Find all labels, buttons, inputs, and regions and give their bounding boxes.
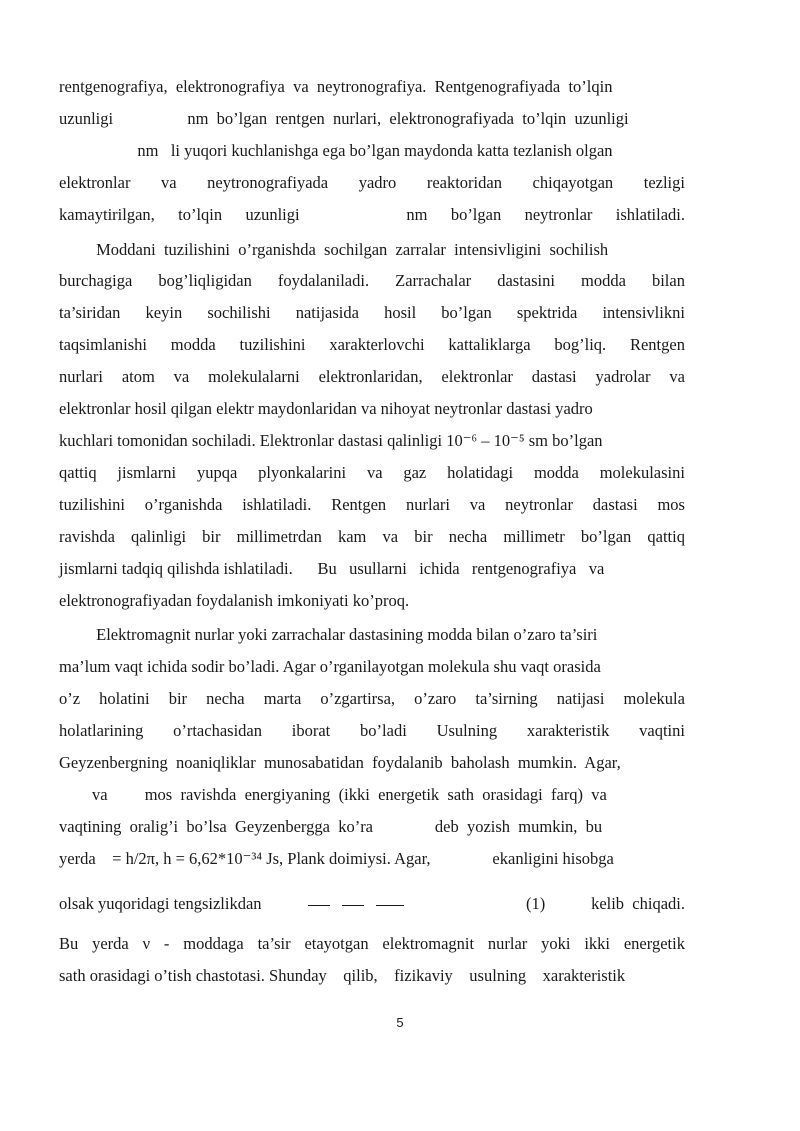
word: ishlatiladi. bbox=[615, 205, 685, 224]
word: bilan bbox=[651, 271, 685, 290]
word: natijasi bbox=[556, 689, 605, 708]
text-line: Geyzenbergning noaniqliklar munosabatidan foydalanib baholash mumkin. Agar, bbox=[59, 753, 621, 772]
word: ikki bbox=[584, 934, 611, 953]
word: Zarrachalar bbox=[395, 271, 472, 290]
word: taqsimlanishi bbox=[59, 335, 147, 354]
text-span: kelib chiqadi. bbox=[591, 894, 685, 913]
word: xarakterlovchi bbox=[329, 335, 425, 354]
text-line bbox=[59, 173, 685, 193]
text-line bbox=[59, 303, 685, 323]
word: elektronlar bbox=[59, 173, 131, 192]
text-line bbox=[59, 367, 685, 387]
text-line bbox=[59, 721, 685, 741]
word: nurlari bbox=[405, 495, 450, 514]
word: necha bbox=[206, 689, 245, 708]
page-number: 5 bbox=[396, 1015, 404, 1030]
text-line: sath orasidagi o’tish chastotasi. Shunday qilib, fizikaviy usulning xarakteristik bbox=[59, 966, 626, 985]
word: ta’siridan bbox=[59, 303, 121, 322]
word: kam bbox=[337, 527, 367, 546]
word: va bbox=[382, 527, 399, 546]
word: neytronlar bbox=[524, 205, 593, 224]
word: holatlarining bbox=[59, 721, 144, 740]
word: mos bbox=[657, 495, 685, 514]
word: modda bbox=[581, 271, 626, 290]
text-line bbox=[59, 894, 685, 914]
word: energetik bbox=[623, 934, 685, 953]
text-line bbox=[59, 495, 685, 515]
word: qattiq bbox=[647, 527, 685, 546]
word: uzunligi bbox=[245, 205, 300, 224]
word: elektronlar bbox=[441, 367, 513, 386]
word: etayotgan bbox=[304, 934, 369, 953]
word: va bbox=[366, 463, 383, 482]
word: millimetrdan bbox=[236, 527, 322, 546]
word: burchagiga bbox=[59, 271, 133, 290]
text-line: yerda = h/2π, h = 6,62*10⁻³⁴ Js, Plank doimiysi. Agar, ekanligini hisobga bbox=[59, 849, 614, 868]
word: natijasida bbox=[295, 303, 359, 322]
word: jismlarni bbox=[117, 463, 177, 482]
word bbox=[323, 205, 383, 225]
word: va bbox=[669, 367, 685, 386]
word: yerda bbox=[92, 934, 129, 953]
word: foydalaniladi. bbox=[277, 271, 370, 290]
word: Rentgen bbox=[629, 335, 685, 354]
word: holatidagi bbox=[447, 463, 514, 482]
word: tezligi bbox=[643, 173, 685, 192]
word: iborat bbox=[291, 721, 331, 740]
text-line: jismlarni tadqiq qilishda ishlatiladi. Bu usullarni ichida rentgenografiya va bbox=[59, 559, 605, 578]
text-line: Elektromagnit nurlar yoki zarrachalar dastasining modda bilan o’zaro ta’siri bbox=[59, 625, 598, 644]
word: va bbox=[469, 495, 486, 514]
word: nm bbox=[406, 205, 428, 224]
word: bo’lgan bbox=[441, 303, 492, 322]
word: marta bbox=[263, 689, 302, 708]
text-line: vaqtining oralig’i bo’lsa Geyzenbergga ko’ra deb yozish mumkin, bu bbox=[59, 817, 603, 836]
word: yadro bbox=[358, 173, 397, 192]
text-line bbox=[59, 335, 685, 355]
text-line: kuchlari tomonidan sochiladi. Elektronlar dastasi qalinligi 10⁻⁶ – 10⁻⁵ sm bo’lgan bbox=[59, 431, 603, 450]
word: va bbox=[161, 173, 177, 192]
text-line: elektronlar hosil qilgan elektr maydonlaridan va nihoyat neytronlar dastasi yadro bbox=[59, 399, 593, 418]
word: yupqa bbox=[196, 463, 238, 482]
text-line bbox=[59, 463, 685, 483]
text-line bbox=[59, 271, 685, 291]
word: atom bbox=[121, 367, 155, 386]
word: modda bbox=[170, 335, 216, 354]
word: neytronlar bbox=[505, 495, 573, 514]
word: chiqayotgan bbox=[532, 173, 614, 192]
word: ishlatiladi. bbox=[242, 495, 312, 514]
word: qattiq bbox=[59, 463, 97, 482]
word: molekulasini bbox=[599, 463, 685, 482]
word: o’z bbox=[59, 689, 81, 708]
word: bo’lgan bbox=[450, 205, 502, 224]
word: o’zgartirsa, bbox=[320, 689, 396, 708]
formula-placeholder bbox=[302, 894, 410, 913]
text-line bbox=[59, 527, 685, 547]
word: neytronografiyada bbox=[207, 173, 329, 192]
word: ta’sirning bbox=[475, 689, 538, 708]
word: bir bbox=[202, 527, 221, 546]
word: bog’liq. bbox=[554, 335, 607, 354]
equation-number: (1) bbox=[526, 894, 546, 913]
text-line bbox=[59, 934, 685, 954]
text-line: ma’lum vaqt ichida sodir bo’ladi. Agar o’rganilayotgan molekula shu vaqt orasida bbox=[59, 657, 601, 676]
word: millimetr bbox=[503, 527, 565, 546]
word: va bbox=[173, 367, 190, 386]
word: moddaga bbox=[183, 934, 244, 953]
word: dastasi bbox=[531, 367, 577, 386]
word: dastasini bbox=[497, 271, 555, 290]
text-line: elektronografiyadan foydalanish imkoniyati ko’proq. bbox=[59, 591, 410, 610]
word: tuzilishini bbox=[59, 495, 125, 514]
word: o’rganishda bbox=[144, 495, 223, 514]
word: xarakteristik bbox=[526, 721, 610, 740]
word: bir bbox=[168, 689, 188, 708]
text-line: nm li yuqori kuchlanishga ega bo’lgan maydonda katta tezlanish olgan bbox=[59, 141, 613, 160]
word: Usulning bbox=[436, 721, 498, 740]
word: modda bbox=[533, 463, 579, 482]
text-line: rentgenografiya, elektronografiya va neytronografiya. Rentgenografiyada to’lqin bbox=[59, 77, 613, 96]
word: spektrida bbox=[516, 303, 578, 322]
text-line: va mos ravishda energiyaning (ikki energetik sath orasidagi farq) va bbox=[59, 785, 607, 804]
word: gaz bbox=[403, 463, 427, 482]
word: o’zaro bbox=[414, 689, 457, 708]
word: tuzilishini bbox=[239, 335, 306, 354]
word: keyin bbox=[145, 303, 183, 322]
word: holatini bbox=[99, 689, 150, 708]
word: ν bbox=[142, 934, 151, 953]
word: sochilishi bbox=[207, 303, 271, 322]
text-line: Moddani tuzilishini o’rganishda sochilgan zarralar intensivligini sochilish bbox=[59, 240, 609, 259]
text-line bbox=[59, 689, 685, 709]
word: intensivlikni bbox=[602, 303, 685, 322]
word: bog’liqligidan bbox=[158, 271, 252, 290]
word: o’rtachasidan bbox=[173, 721, 262, 740]
word: vaqtini bbox=[639, 721, 685, 740]
word: to’lqin bbox=[178, 205, 223, 224]
word: dastasi bbox=[592, 495, 638, 514]
word: molekula bbox=[623, 689, 685, 708]
word: qalinligi bbox=[131, 527, 187, 546]
word: Bu bbox=[59, 934, 79, 953]
word: bir bbox=[414, 527, 433, 546]
word: bo’lgan bbox=[580, 527, 632, 546]
word: yadrolar bbox=[595, 367, 651, 386]
word: molekulalarni bbox=[208, 367, 300, 386]
text-line: uzunligi nm bo’lgan rentgen nurlari, elektronografiyada to’lqin uzunligi bbox=[59, 109, 629, 128]
word: nurlari bbox=[59, 367, 103, 386]
word: necha bbox=[448, 527, 488, 546]
word: nurlar bbox=[487, 934, 528, 953]
word: Rentgen bbox=[331, 495, 387, 514]
word: reaktoridan bbox=[426, 173, 502, 192]
word: elektronlaridan, bbox=[318, 367, 423, 386]
word: ravishda bbox=[59, 527, 115, 546]
word: kamaytirilgan, bbox=[59, 205, 155, 224]
word: plyonkalarini bbox=[258, 463, 347, 482]
word: ta’sir bbox=[257, 934, 291, 953]
text-line bbox=[59, 205, 685, 225]
word: - bbox=[163, 934, 170, 953]
word: kattaliklarga bbox=[448, 335, 531, 354]
word: bo’ladi bbox=[360, 721, 407, 740]
word: yoki bbox=[541, 934, 571, 953]
word: hosil bbox=[384, 303, 417, 322]
text-span: olsak yuqoridagi tengsizlikdan bbox=[59, 894, 262, 913]
word: elektromagnit bbox=[382, 934, 475, 953]
